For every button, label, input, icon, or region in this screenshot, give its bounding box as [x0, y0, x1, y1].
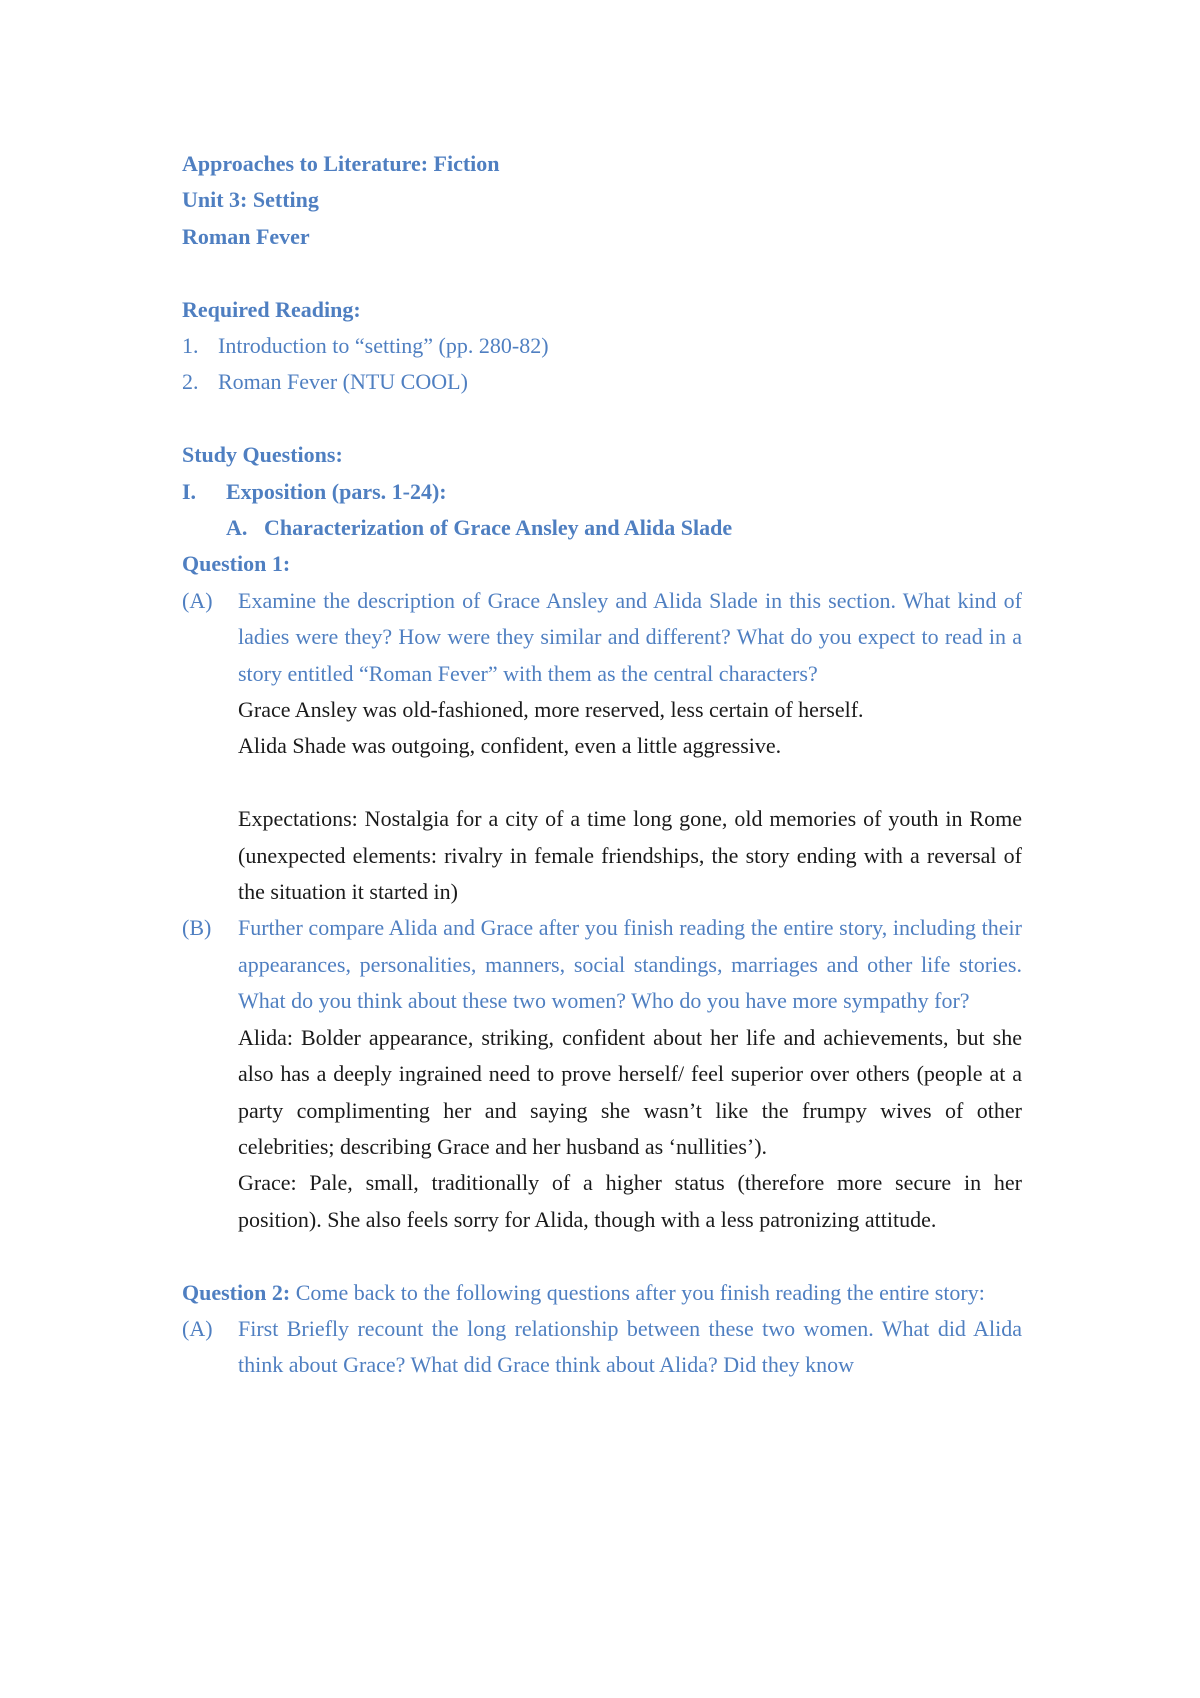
answer-1b-grace: Grace: Pale, small, traditionally of a higher status (therefore more secure in her position). She also feels sorry for Alida, though with a less patronizing attitude. — [238, 1170, 1022, 1232]
study-questions-heading: Study Questions: — [182, 442, 343, 468]
course-title: Approaches to Literature: Fiction — [182, 151, 500, 176]
question-2-label: Question 2: — [182, 1279, 291, 1305]
question-2a-text: First Briefly recount the long relationship between these two women. What did Alida think about Grace? What did Grace think about Alida? Did they know — [238, 1315, 1022, 1378]
question-2a-marker: (A) — [182, 1315, 213, 1341]
reading-item-text: Introduction to “setting” (pp. 280-82) — [218, 333, 549, 359]
reading-item-number: 2. — [182, 369, 199, 395]
section-title: Exposition (pars. 1-24): — [226, 478, 447, 504]
subsection-letter: A. — [226, 515, 248, 541]
reading-item-2 — [182, 364, 1022, 400]
unit-title: Unit 3: Setting — [182, 187, 319, 213]
section-number: I. — [182, 478, 197, 504]
question-2-intro — [182, 1275, 1022, 1311]
reading-item-text: Roman Fever (NTU COOL) — [218, 369, 468, 395]
required-reading-heading: Required Reading: — [182, 296, 361, 322]
subsection-heading — [182, 510, 1022, 546]
answer-1b — [182, 1020, 1022, 1238]
reading-item-number: 1. — [182, 333, 199, 359]
question-2a — [182, 1311, 1022, 1384]
spacer — [182, 401, 1022, 437]
answer-1a-expectations: Expectations: Nostalgia for a city of a time long gone, old memories of youth in Rome (unexpected elements: rivalry in female friendships, the story ending with a reversal of the situation it started in) — [238, 806, 1022, 905]
question-1b-marker: (B) — [182, 915, 212, 941]
question-1a — [182, 583, 1022, 692]
question-1a-text: Examine the description of Grace Ansley and Alida Slade in this section. What kind of ladies were they? How were they similar and different? What do you expect to read in a story entitled “Roman Fever” with them as the central characters? — [238, 587, 1022, 686]
spacer — [238, 765, 1022, 801]
answer-1b-alida: Alida: Bolder appearance, striking, confident about her life and achievements, but she also has a deeply ingrained need to prove herself/ feel superior over others (people at a party complimenting her and saying she wasn’t like the frumpy wives of other celebrities; describing Grace and her husband as ‘nullities’). — [238, 1024, 1022, 1159]
spacer — [182, 1238, 1022, 1274]
question-1b-text: Further compare Alida and Grace after you finish reading the entire story, including their appearances, personalities, manners, social standings, marriages and other life stories. What do you think about these two women? Who do you have more sympathy for? — [238, 915, 1022, 1014]
question-2-intro-text: Come back to the following questions after you finish reading the entire story: — [290, 1279, 985, 1305]
document-page — [182, 146, 1022, 1384]
answer-1a — [182, 692, 1022, 910]
question-1a-marker: (A) — [182, 587, 213, 613]
question-1b — [182, 910, 1022, 1019]
section-heading — [182, 474, 1022, 510]
spacer — [182, 255, 1022, 291]
answer-1a-line-2: Alida Shade was outgoing, confident, even a little aggressive. — [238, 733, 782, 759]
reading-item-1 — [182, 328, 1022, 364]
story-title: Roman Fever — [182, 223, 310, 249]
answer-1a-line-1: Grace Ansley was old-fashioned, more reserved, less certain of herself. — [238, 697, 864, 723]
question-1-label: Question 1: — [182, 551, 291, 577]
subsection-title: Characterization of Grace Ansley and Alida Slade — [264, 515, 733, 541]
